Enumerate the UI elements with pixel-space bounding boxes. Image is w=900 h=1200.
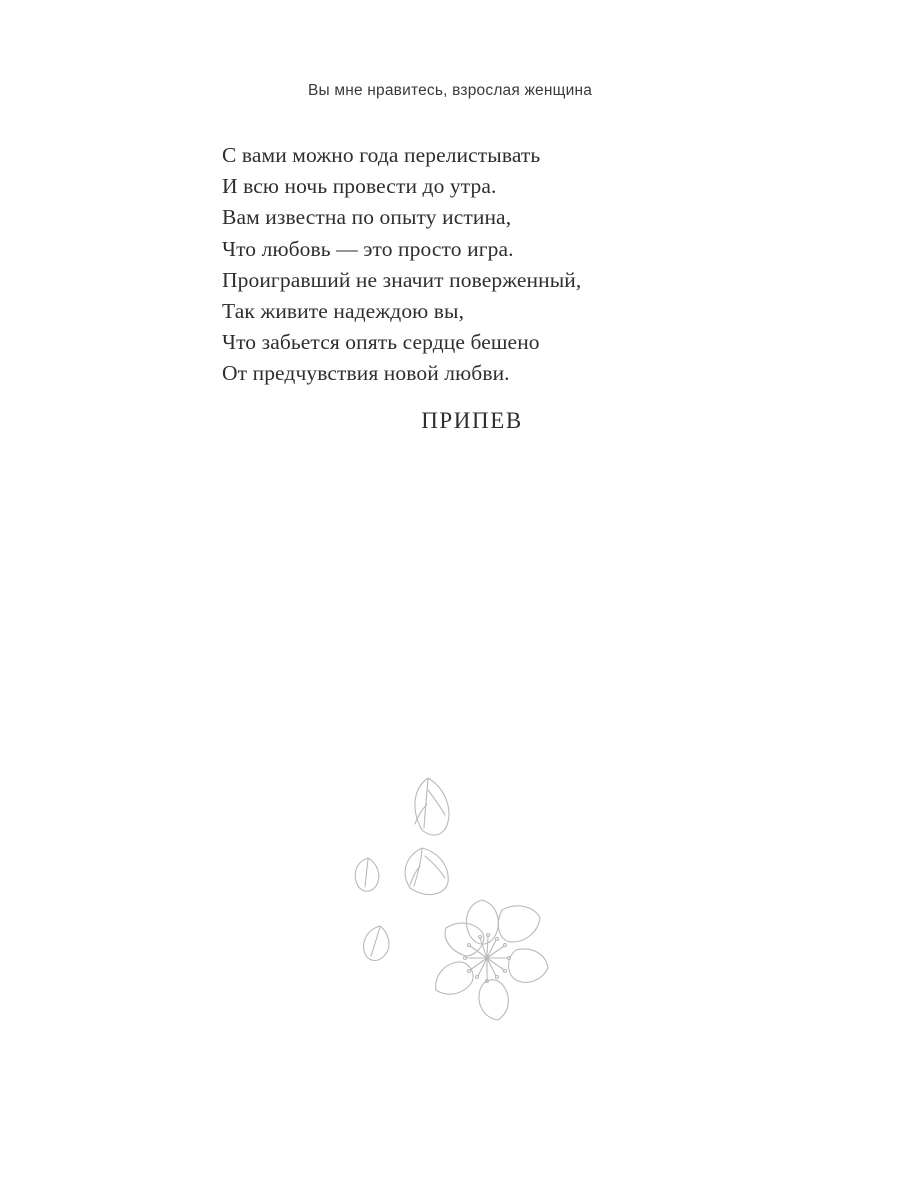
verse-line: И всю ночь провести до утра. [222, 174, 497, 199]
petal-small-left-icon [355, 858, 379, 891]
petal-middle-icon [405, 848, 448, 895]
verse-line: Так живите надеждою вы, [222, 299, 465, 324]
flower-icon [436, 900, 548, 1020]
verse-line: Что любовь — это просто игра. [222, 236, 514, 261]
verse-block [222, 140, 782, 390]
flower-petals-illustration [330, 760, 600, 1040]
verse-line: От предчувствия новой любви. [222, 361, 510, 386]
chorus-label: ПРИПЕВ [421, 408, 523, 433]
petal-top-icon [415, 778, 449, 835]
verse-line: Что забьется опять сердце бешено [222, 330, 540, 355]
verse-line: Вам известна по опыту истина, [222, 205, 512, 230]
petal-lower-left-icon [364, 926, 389, 961]
verse-line: Проигравший не значит поверженный, [222, 267, 582, 292]
verse-line: С вами можно года перелистывать [222, 143, 541, 167]
running-head: Вы мне нравитесь, взрослая женщина [307, 82, 593, 99]
